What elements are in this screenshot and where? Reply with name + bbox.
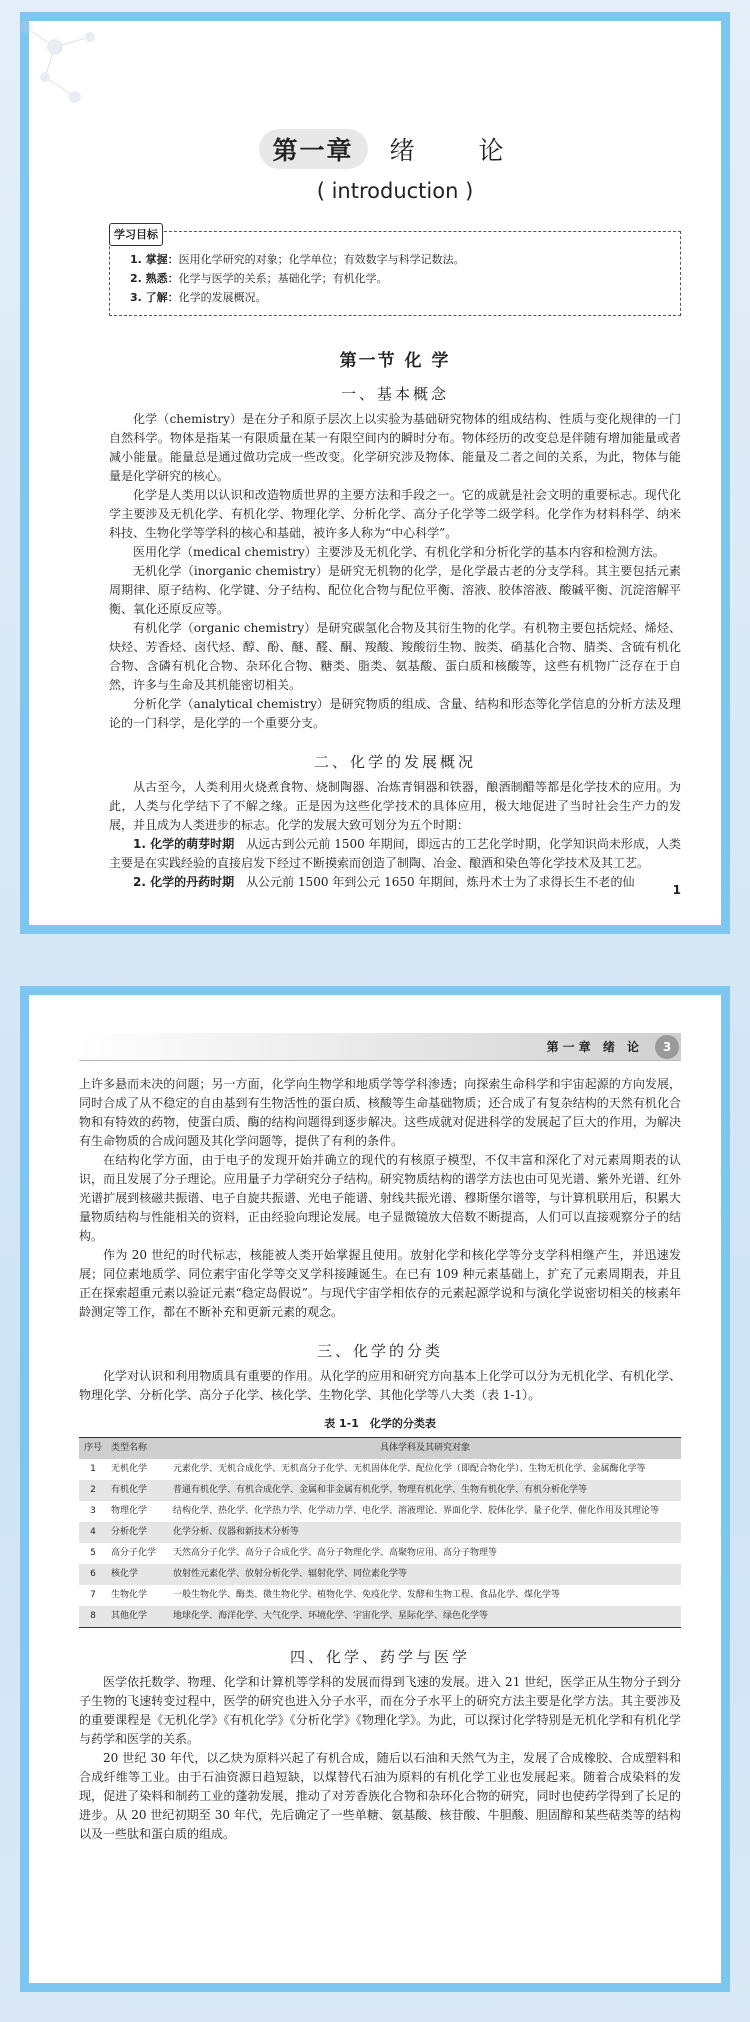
table-row: 1 无机化学 元素化学、无机合成化学、无机高分子化学、无机固体化学、配位化学（即配合物化学）、生物无机化学、金属酶化学等 [90,1464,646,1474]
paragraph: 从古至今，人类利用火烧煮食物、烧制陶器、冶炼青铜器和铁器，酿酒制醋等都是化学技术的应用。为此，人类与化学结下了不解之缘。正是因为这些化学技术的具体应用，极大地促进了当时社会生产力的发展，并且成为人类进步的标志。化学的发展大致可划分为五个时期： [109,780,681,832]
running-header-title: 第一章 绪 论 [546,1040,643,1054]
paragraph: 上许多悬而未决的问题；另一方面，化学向生物学和地质学等学科渗透；向探索生命科学和宇宙起源的方向发展，同时合成了从不稳定的自由基到有生物活性的蛋白质、核酸等生命基础物质；还合成了有复杂结构的天然有机化合物和有特效的药物，使蛋白质、酶的结构问题得到逐步解决。这些成就对促进科学的发展起了巨大的作用，为解决有生命物质的合成问题及其化学问题等，提供了有利的条件。 [79,1077,681,1148]
table-header-cell: 具体学科及其研究对象 [379,1443,470,1453]
table-row: 2 有机化学 普通有机化学、有机合成化学、金属和非金属有机化学、物理有机化学、生物有机化学、有机分析化学等 [79,1480,681,1501]
page-one [20,12,730,934]
table-row: 6 核化学 放射性元素化学、放射分析化学、辐射化学、同位素化学等 [79,1564,681,1585]
running-header-page-number: 3 [655,1035,679,1059]
table-header-cell: 类型名称 [111,1443,148,1453]
paragraph: 在结构化学方面，由于电子的发现开始并确立的现代的有核原子模型，不仅丰富和深化了对元素周期表的认识，而且发展了分子理论。应用量子力学研究分子结构。研究物质结构的谱学方法也由可见光谱、紫外光谱、红外光谱扩展到核磁共振谱、电子自旋共振谱、光电子能谱、射线共振光谱、穆斯堡尔谱等，与计算机联用后，积累大量物质结构与性能相关的资料，正由经验向理论发展。电子显微镜放大倍数不断提高，人们可以直接观察分子的结构。 [79,1153,681,1243]
paragraph: 作为 20 世纪的时代标志，核能被人类开始掌握且使用。放射化学和核化学等分支学科相继产生，并迅速发展；同位素地质学、同位素宇宙化学等交叉学科接踵诞生。在已有 109 种元素基础上，扩充了元素周期表，并且正在探索超重元素以验证元素“稳定岛假说”。与现代宇宙学相依存的元素起源学说和与演化学说密切相关的核素年龄测定等工作，都在不断补充和更新元素的观念。 [79,1248,681,1319]
goal-item: 3. 了解：化学的发展概况。 [130,291,267,304]
chapter-title [109,129,681,169]
section-title: 第一节 化 学 [339,351,451,371]
paragraph: 分析化学（analytical chemistry）是研究物质的组成、含量、结构和形态等化学信息的分析方法及理论的一门科学，是化学的一个重要分支。 [109,697,681,730]
chapter-name: 绪 论 [389,136,532,165]
running-header [79,1033,681,1061]
classification-table [79,1437,681,1628]
goal-item: 1. 掌握：医用化学研究的对象；化学单位；有效数字与科学记数法。 [130,253,465,266]
table-row: 8 其他化学 地球化学、海洋化学、大气化学、环境化学、宇宙化学、星际化学、绿色化学等 [79,1606,681,1628]
paragraph-period-1: 1. 化学的萌芽时期 从远古到公元前 1500 年期间，即远古的工艺化学时期，化学知识尚未形成，人类主要是在实践经验的直接启发下经过不断摸索而创造了制陶、冶金、酿酒和染色等化学技术及其工艺。 [109,837,682,870]
goal-item: 2. 熟悉：化学与医学的关系；基础化学；有机化学。 [130,272,388,285]
subsection-title-history: 二、化学的发展概况 [313,753,476,771]
paragraph: 无机化学（inorganic chemistry）是研究无机物的化学，是化学最古老的分支学科。其主要包括元素周期律、原子结构、化学键、分子结构、配位化合物与配位平衡、溶液、胶体溶液、酸碱平衡、沉淀溶解平衡、氧化还原反应等。 [109,564,681,616]
chapter-label: 第一章 [259,129,368,169]
table-row: 7 生物化学 一般生物化学、酶类、微生物化学、植物化学、免疫化学、发酵和生物工程、食品化学、煤化学等 [90,1590,561,1600]
table-row: 5 高分子化学 天然高分子化学、高分子合成化学、高分子物理化学、高聚物应用、高分子物理等 [90,1548,498,1558]
learning-goals-tag: 学习目标 [109,223,163,246]
paragraph: 医学依托数学、物理、化学和计算机等学科的发展而得到飞速的发展。进入 21 世纪，医学正从生物分子到分子生物的飞速转变过程中，医学的研究也进入分子水平，而在分子水平上的研究方法主要是化学方法。其主要涉及的重要课程是《无机化学》《有机化学》《分析化学》《物理化学》。为此，可以探讨化学特别是无机化学和有机化学与药学和医学的关系。 [79,1675,681,1746]
chapter-subtitle: ( introduction ) [316,179,474,203]
table-row: 3 物理化学 结构化学、热化学、化学热力学、化学动力学、电化学、溶液理论、界面化学、胶体化学、量子化学、催化作用及其理论等 [90,1506,660,1516]
learning-goals-box [109,228,681,316]
subsection-title-classification: 三、化学的分类 [316,1342,443,1360]
paragraph: 有机化学（organic chemistry）是研究碳氢化合物及其衍生物的化学。有机物主要包括烷烃、烯烃、炔烃、芳香烃、卤代烃、醇、酚、醚、醛、酮、羧酸、羧酸衍生物、胺类、硝基化合物、腈类、含硫有机化合物、含磷有机化合物、杂环化合物、糖类、脂类、氨基酸、蛋白质和核酸等，这些有机物广泛存在于自然，许多与生命及其机能密切相关。 [109,621,681,692]
paragraph: 医用化学（medical chemistry）主要涉及无机化学、有机化学和分析化学的基本内容和检测方法。 [133,545,665,559]
paragraph: 化学（chemistry）是在分子和原子层次上以实验为基础研究物体的组成结构、性质与变化规律的一门自然科学。物体是指某一有限质量在某一有限空间内的瞬时分布。物体经历的改变总是伴随有增加能量或者减小能量。能量总是通过做功完成一些改变。化学研究涉及物体、能量及二者之间的关系，为此，物体与能量是化学研究的核心。 [109,412,681,483]
table-header-cell: 序号 [83,1443,102,1453]
molecule-decoration-icon [15,17,115,107]
paragraph: 化学对认识和利用物质具有重要的作用。从化学的应用和研究方向基本上化学可以分为无机化学、有机化学、物理化学、分析化学、高分子化学、核化学、生物化学、其他化学等八大类（表 1-1）。 [79,1369,681,1402]
page-number: 1 [672,883,681,897]
paragraph: 化学是人类用以认识和改造物质世界的主要方法和手段之一。它的成就是社会文明的重要标志。现代化学主要涉及无机化学、有机化学、物理化学、分析化学、高分子化学等二级学科。化学作为材料科学、纳米科技、生物化学等学科的核心和基础，被许多人称为“中心科学”。 [109,488,681,540]
table-header-row [79,1438,681,1460]
table-caption: 表 1-1 化学的分类表 [324,1417,436,1430]
subsection-title-pharmacy-medicine: 四、化学、药学与医学 [289,1648,470,1666]
subsection-title-basic-concepts: 一、基本概念 [340,385,449,403]
paragraph-period-2: 2. 化学的丹药时期 从公元前 1500 年到公元 1650 年期间，炼丹术士为了求得长生不老的仙 [133,875,635,889]
table-row: 4 分析化学 化学分析、仪器和新技术分析等 [79,1522,681,1543]
page-two [20,986,730,1992]
paragraph: 20 世纪 30 年代，以乙炔为原料兴起了有机合成，随后以石油和天然气为主，发展了合成橡胶、合成塑料和合成纤维等工业。由于石油资源日趋短缺，以煤替代石油为原料的有机化学工业也发展起来。随着合成染料的发现，促进了染料和制药工业的蓬勃发展，推动了对芳香族化合物和杂环化合物的研究，同时也使药学得到了长足的进步。从 20 世纪初期至 30 年代，先后确定了一些单糖、氨基酸、核苷酸、牛胆酸、胆固醇和某些萜类等的结构以及一些肽和蛋白质的组成。 [79,1751,681,1841]
